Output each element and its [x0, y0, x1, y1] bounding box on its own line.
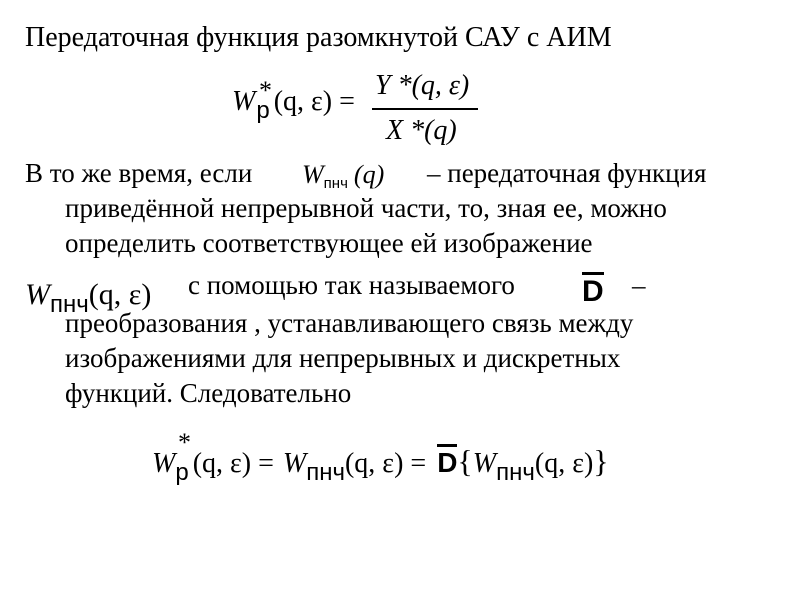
formula2-w1-sub: р — [175, 459, 189, 487]
para1-w: W — [302, 160, 324, 189]
para2-line3: изображениями для непрерывных и дискретных — [65, 343, 621, 373]
formula1-lhs — [232, 86, 355, 125]
para2-w: W — [25, 278, 50, 311]
para2-formula — [25, 278, 152, 319]
para1-line1-end: – передаточная функция — [427, 158, 707, 188]
formula2-w3-sub: пнч — [496, 459, 535, 487]
para1-line2: приведённой непрерывной части, то, зная ее, можно — [65, 193, 667, 223]
formula2-d-operator: D — [437, 444, 457, 477]
formula2-w1-args: (q, ε) = — [192, 448, 274, 479]
para2-line4: функций. Следовательно — [65, 378, 352, 408]
formula2-w2: W — [282, 448, 307, 479]
formula2-w3-args: (q, ε) — [534, 448, 594, 479]
para1-args: (q) — [353, 160, 385, 189]
para2-text1: с помощью так называемого — [188, 270, 515, 300]
formula2-star: * — [178, 428, 191, 457]
formula1-w: W — [232, 86, 256, 117]
formula2-brace-close: } — [593, 443, 609, 479]
formula2-line — [152, 443, 609, 487]
d-operator: D — [582, 272, 604, 307]
formula2-brace-open: { — [457, 443, 473, 479]
formula2-w2-sub: пнч — [306, 459, 345, 487]
para1-line1-start: В то же время, если — [25, 158, 253, 188]
formula1-args: (q, ε) = — [273, 86, 355, 117]
para1-line3: определить соответствующее ей изображение — [65, 228, 593, 258]
slide-title: Передаточная функция разомкнутой САУ с АИМ — [25, 22, 612, 53]
para2-operator-d — [582, 272, 604, 309]
formula2-w1: W — [152, 448, 176, 479]
para2-args: (q, ε) — [88, 278, 152, 311]
formula1-denominator: X *(q) — [386, 115, 457, 146]
para1-sub: пнч — [323, 175, 348, 193]
para1-inline-formula — [302, 160, 385, 193]
formula2-w3: W — [472, 448, 497, 479]
para2-dash: – — [632, 270, 646, 300]
formula2-w2-args: (q, ε) = — [344, 448, 427, 479]
formula1-fraction-bar — [372, 108, 478, 110]
formula1-star: * — [259, 76, 272, 105]
formula1-sub: р — [256, 97, 270, 125]
para2-sub: пнч — [50, 291, 89, 319]
formula1-numerator: Y *(q, ε) — [375, 70, 470, 101]
para2-line2: преобразования , устанавливающего связь между — [65, 308, 634, 338]
